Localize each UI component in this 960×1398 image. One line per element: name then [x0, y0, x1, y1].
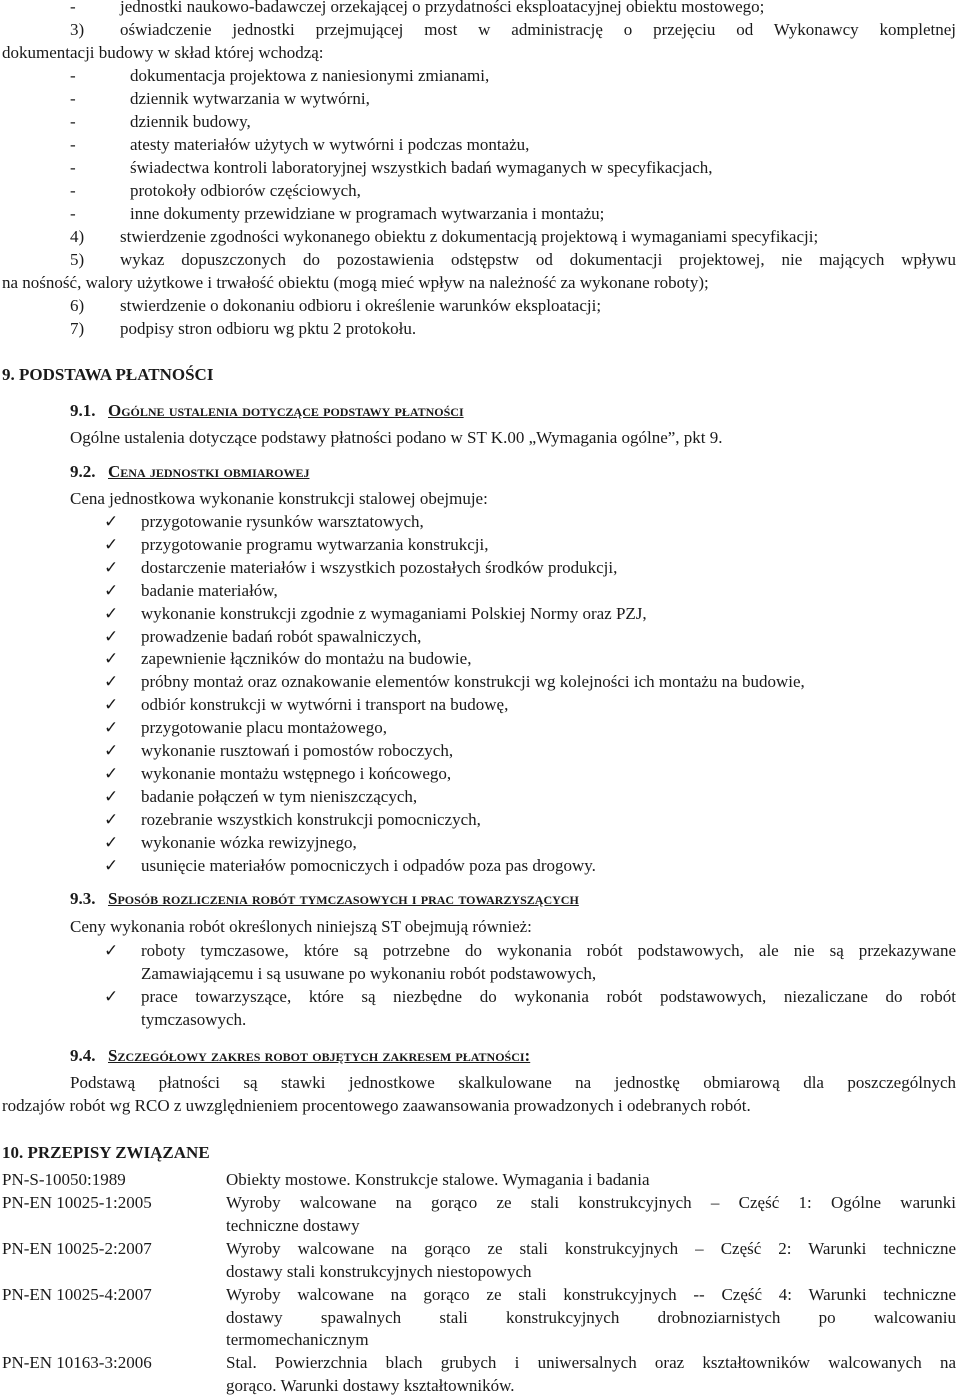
standard-description: Wyroby walcowane na gorąco ze stali konstrukcyjnych -- Część 4: Warunki techniczne	[226, 1285, 956, 1304]
check-icon: ✓	[104, 695, 119, 715]
list-number: 7)	[70, 319, 85, 338]
list-dash: -	[70, 0, 76, 16]
list-number: 3)	[70, 20, 85, 39]
item5-line1: wykaz dopuszczonych do pozostawienia odstępstw od dokumentacji projektowej, nie mających wpływu	[120, 250, 956, 269]
standard-code: PN-S-10050:1989	[2, 1170, 126, 1189]
check-icon: ✓	[104, 604, 119, 624]
check-icon: ✓	[104, 512, 119, 532]
s92-intro: Cena jednostkowa wykonanie konstrukcji stalowej obejmuje:	[70, 489, 488, 508]
subsection-number: 9.2.	[70, 462, 96, 481]
checklist-item: rozebranie wszystkich konstrukcji pomocniczych,	[141, 810, 481, 829]
checklist-item: wykonanie konstrukcji zgodnie z wymaganiami Polskiej Normy oraz PZJ,	[141, 604, 647, 623]
checklist-item: badanie połączeń w tym nieniszczących,	[141, 787, 418, 806]
s94-line2: rodzajów robót wg RCO z uwzględnieniem procentowego zaawansowania prowadzonych i odebranych robót.	[2, 1096, 751, 1115]
item4-text: stwierdzenie zgodności wykonanego obiektu z dokumentacją projektową i wymaganiami specyfikacji;	[120, 227, 819, 246]
s93-item2-line2: tymczasowych.	[141, 1010, 247, 1029]
check-icon: ✓	[104, 764, 119, 784]
s94-line1: Podstawą płatności są stawki jednostkowe skalkulowane na jednostkę obmiarową dla poszczególnych	[70, 1073, 956, 1092]
standard-code: PN-EN 10025-4:2007	[2, 1285, 152, 1304]
checklist-item: usunięcie materiałów pomocniczych i odpadów poza pas drogowy.	[141, 856, 596, 875]
checklist-item: zapewnienie łączników do montażu na budowie,	[141, 649, 472, 668]
section-9-heading: 9. PODSTAWA PŁATNOŚCI	[2, 365, 214, 384]
subsection-number: 9.3.	[70, 889, 96, 908]
subsection-9-3-title: Sposób rozliczenia robót tymczasowych i prac towarzyszących	[108, 889, 579, 908]
check-icon: ✓	[104, 787, 119, 807]
check-icon: ✓	[104, 833, 119, 853]
list-dash: -	[70, 204, 76, 223]
standard-description: Wyroby walcowane na gorąco ze stali konstrukcyjnych – Część 2: Warunki techniczne	[226, 1239, 956, 1258]
subsection-9-4-title: Szczegółowy zakres robot objętych zakresem płatności:	[108, 1046, 531, 1065]
checklist-item: wykonanie montażu wstępnego i końcowego,	[141, 764, 452, 783]
check-icon: ✓	[104, 941, 119, 961]
check-icon: ✓	[104, 581, 119, 601]
standard-code: PN-EN 10025-1:2005	[2, 1193, 152, 1212]
standard-description: dostawy stali konstrukcyjnych niestopowych	[226, 1262, 532, 1281]
list-number: 6)	[70, 296, 85, 315]
section-10-heading: 10. PRZEPISY ZWIĄZANE	[2, 1143, 210, 1162]
check-icon: ✓	[104, 856, 119, 876]
standard-code: PN-EN 10163-3:2006	[2, 1353, 152, 1372]
standard-description: gorąco. Warunki dostawy kształtowników.	[226, 1376, 515, 1395]
standard-description: termomechanicznym	[226, 1330, 369, 1349]
list-dash: -	[70, 66, 76, 85]
check-icon: ✓	[104, 741, 119, 761]
checklist-item: prowadzenie badań robót spawalniczych,	[141, 627, 422, 646]
list-dash: -	[70, 89, 76, 108]
checklist-item: dostarczenie materiałów i wszystkich pozostałych środków produkcji,	[141, 558, 618, 577]
checklist-item: przygotowanie programu wytwarzania konstrukcji,	[141, 535, 489, 554]
list-item: dziennik budowy,	[130, 112, 251, 131]
standard-description: techniczne dostawy	[226, 1216, 360, 1235]
list-dash: -	[70, 135, 76, 154]
checklist-item: próbny montaż oraz oznakowanie elementów konstrukcji wg kolejności ich montażu na budowie,	[141, 672, 805, 691]
checklist-item: przygotowanie rysunków warsztatowych,	[141, 512, 424, 531]
standard-description: dostawy spawalnych stali konstrukcyjnych drobnoziarnistych po walcowaniu	[226, 1308, 956, 1327]
item5-line2: na nośność, walory użytkowe i trwałość obiektu (mogą mieć wpływ na należność za wykonane roboty);	[2, 273, 709, 292]
list-item: atesty materiałów użytych w wytwórni i podczas montażu,	[130, 135, 530, 154]
list-dash: -	[70, 181, 76, 200]
item3-line1: oświadczenie jednostki przejmującej most w administrację o przejęciu od Wykonawcy kompletnej	[120, 20, 956, 39]
item6-text: stwierdzenie o dokonaniu odbioru i określenie warunków eksploatacji;	[120, 296, 602, 315]
list-dash: -	[70, 112, 76, 131]
subsection-number: 9.1.	[70, 401, 96, 420]
check-icon: ✓	[104, 718, 119, 738]
checklist-item: wykonanie rusztowań i pomostów roboczych,	[141, 741, 454, 760]
standard-description: Obiekty mostowe. Konstrukcje stalowe. Wymagania i badania	[226, 1170, 650, 1189]
list-item: świadectwa kontroli laboratoryjnej wszystkich badań wymaganych w specyfikacjach,	[130, 158, 713, 177]
subsection-number: 9.4.	[70, 1046, 96, 1065]
standard-code: PN-EN 10025-2:2007	[2, 1239, 152, 1258]
list-item: protokoły odbiorów częściowych,	[130, 181, 361, 200]
check-icon: ✓	[104, 987, 119, 1007]
item3-line2: dokumentacji budowy w skład której wchodzą:	[2, 43, 324, 62]
check-icon: ✓	[104, 672, 119, 692]
subsection-9-2-title: Cena jednostki obmiarowej	[108, 462, 310, 481]
list-item: inne dokumenty przewidziane w programach wytwarzania i montażu;	[130, 204, 605, 223]
subsection-9-1-title: Ogólne ustalenia dotyczące podstawy płatności	[108, 401, 464, 420]
list-item: dokumentacja projektowa z naniesionymi zmianami,	[130, 66, 490, 85]
checklist-item: wykonanie wózka rewizyjnego,	[141, 833, 357, 852]
item7-text: podpisy stron odbioru wg pktu 2 protokołu.	[120, 319, 417, 338]
standard-description: Stal. Powierzchnia blach grubych i uniwersalnych oraz kształtowników walcowanych na	[226, 1353, 956, 1372]
check-icon: ✓	[104, 558, 119, 578]
s93-item2-line1: prace towarzyszące, które są niezbędne do wykonania robót podstawowych, niezaliczane do robót	[141, 987, 956, 1006]
list-number: 4)	[70, 227, 85, 246]
check-icon: ✓	[104, 810, 119, 830]
s91-text: Ogólne ustalenia dotyczące podstawy płatności podano w ST K.00 „Wymagania ogólne”, pkt 9.	[70, 428, 723, 447]
list-number: 5)	[70, 250, 85, 269]
s93-item1-line1: roboty tymczasowe, które są potrzebne do wykonania robót podstawowych, ale nie są przekazywane	[141, 941, 956, 960]
check-icon: ✓	[104, 627, 119, 647]
checklist-item: badanie materiałów,	[141, 581, 278, 600]
s93-item1-line2: Zamawiającemu i są usuwane po wykonaniu robót podstawowych,	[141, 964, 597, 983]
check-icon: ✓	[104, 649, 119, 669]
checklist-item: odbiór konstrukcji w wytwórni i transport na budowę,	[141, 695, 509, 714]
check-icon: ✓	[104, 535, 119, 555]
standard-description: Wyroby walcowane na gorąco ze stali konstrukcyjnych – Część 1: Ogólne warunki	[226, 1193, 956, 1212]
list-item: dziennik wytwarzania w wytwórni,	[130, 89, 370, 108]
s93-intro: Ceny wykonania robót określonych niniejszą ST obejmują również:	[70, 917, 532, 936]
checklist-item: przygotowanie placu montażowego,	[141, 718, 387, 737]
list-dash: -	[70, 158, 76, 177]
dash-item-text: jednostki naukowo-badawczej orzekającej o przydatności eksploatacyjnej obiektu mostowego;	[120, 0, 765, 16]
